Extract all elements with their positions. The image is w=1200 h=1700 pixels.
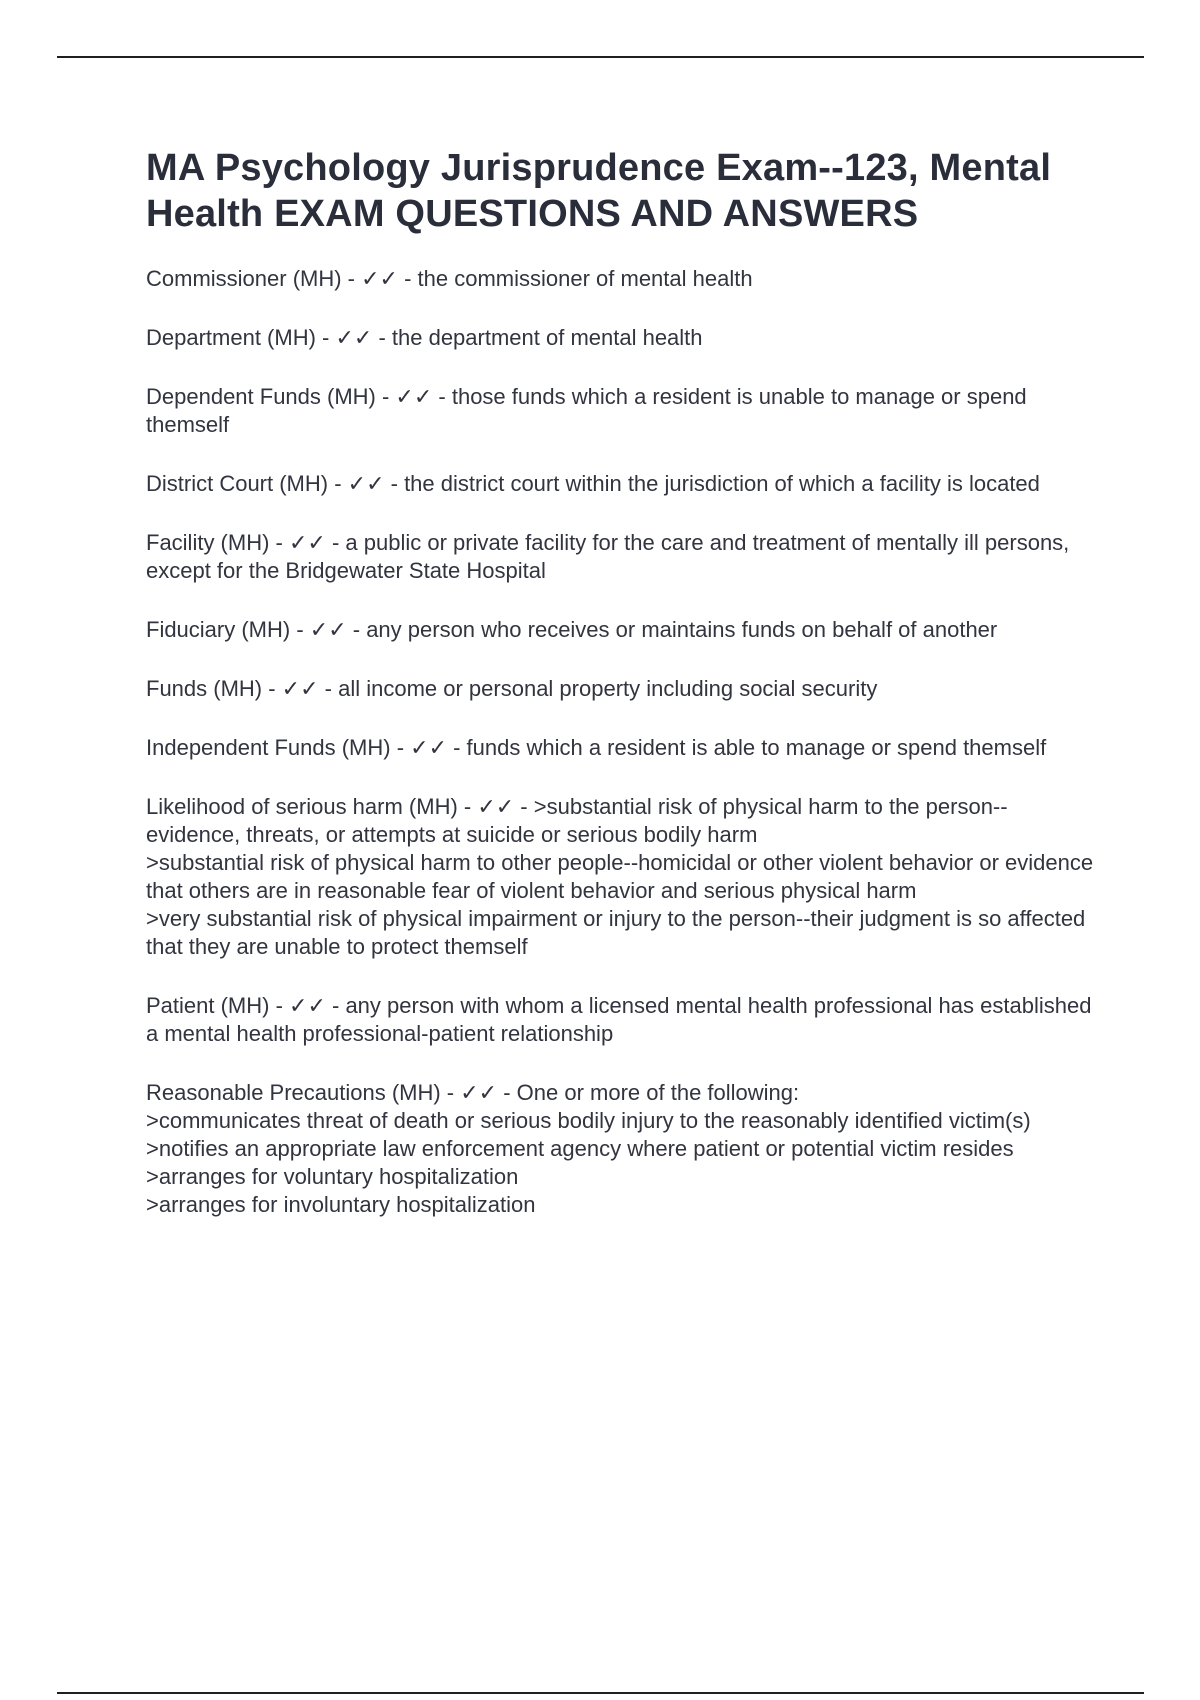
- definition-text: Commissioner (MH) - ✓✓ - the commissioner of mental health: [146, 266, 753, 291]
- definition-text: Likelihood of serious harm (MH) - ✓✓ - >substantial risk of physical harm to the person--evidence, threats, or attempts at suicide or serious bodily harm: [146, 794, 1008, 847]
- definition-text: Department (MH) - ✓✓ - the department of mental health: [146, 325, 703, 350]
- definition-text: Independent Funds (MH) - ✓✓ - funds which a resident is able to manage or spend themself: [146, 735, 1047, 760]
- definition-entry: [146, 383, 1096, 439]
- definition-bullet: >notifies an appropriate law enforcement agency where patient or potential victim resides: [146, 1136, 1014, 1161]
- definition-entry: [146, 324, 1096, 352]
- definition-entry: [146, 1079, 1096, 1219]
- header-rule: [57, 56, 1144, 58]
- definition-entry: [146, 265, 1096, 293]
- definition-entry: [146, 734, 1096, 762]
- definition-entry: [146, 616, 1096, 644]
- document-body: [146, 145, 1096, 1250]
- definition-text: Facility (MH) - ✓✓ - a public or private facility for the care and treatment of mentally ill persons, except for the Bridgewater State Hospital: [146, 530, 1070, 583]
- definition-entry: [146, 992, 1096, 1048]
- definition-text: Dependent Funds (MH) - ✓✓ - those funds which a resident is unable to manage or spend themself: [146, 384, 1027, 437]
- definition-bullet: >arranges for involuntary hospitalization: [146, 1192, 536, 1217]
- definition-bullet: >very substantial risk of physical impairment or injury to the person--their judgment is so affected that they are unable to protect themself: [146, 906, 1086, 959]
- definition-entry: [146, 675, 1096, 703]
- definition-text: Reasonable Precautions (MH) - ✓✓ - One or more of the following:: [146, 1080, 800, 1105]
- definition-entry: [146, 793, 1096, 961]
- definition-text: Fiduciary (MH) - ✓✓ - any person who receives or maintains funds on behalf of another: [146, 617, 998, 642]
- definition-text: Patient (MH) - ✓✓ - any person with whom a licensed mental health professional has established a mental health professional-patient relationship: [146, 993, 1092, 1046]
- definition-entry: [146, 470, 1096, 498]
- definition-bullet: >communicates threat of death or serious bodily injury to the reasonably identified victim(s): [146, 1108, 1031, 1133]
- definition-bullet: >substantial risk of physical harm to other people--homicidal or other violent behavior or evidence that others are in reasonable fear of violent behavior and serious physical harm: [146, 850, 1094, 903]
- definition-text: District Court (MH) - ✓✓ - the district court within the jurisdiction of which a facility is located: [146, 471, 1040, 496]
- footer-rule: [57, 1692, 1144, 1694]
- document-title: MA Psychology Jurisprudence Exam--123, Mental Health EXAM QUESTIONS AND ANSWERS: [146, 147, 1052, 235]
- definition-bullet: >arranges for voluntary hospitalization: [146, 1164, 519, 1189]
- definition-entry: [146, 529, 1096, 585]
- definition-text: Funds (MH) - ✓✓ - all income or personal property including social security: [146, 676, 878, 701]
